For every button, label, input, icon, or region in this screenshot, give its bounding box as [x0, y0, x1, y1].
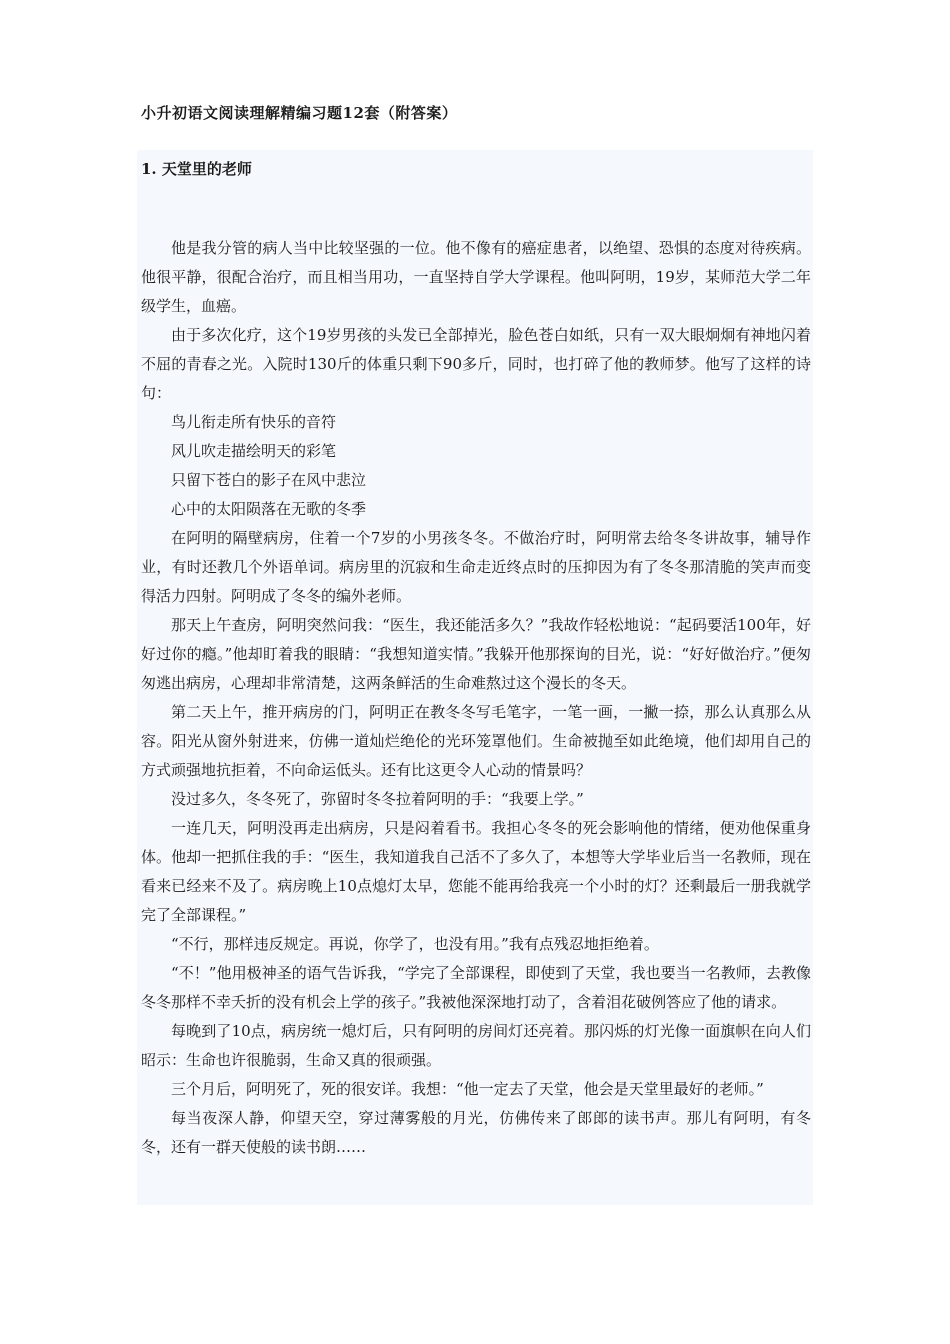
- document-title: 小升初语文阅读理解精编习题12套（附答案）: [141, 104, 458, 122]
- paragraph: 三个月后，阿明死了，死的很安详。我想：“他一定去了天堂，他会是天堂里最好的老师。”: [171, 1080, 764, 1098]
- paragraph: 那天上午查房，阿明突然问我：“医生，我还能活多久？”我故作轻松地说：“起码要活100年，好好过你的瘾。”他却盯着我的眼睛：“我想知道实情。”我躲开他那探询的目光，说：“好好做治疗。”便匆匆逃出病房，心理却非常清楚，这两条鲜活的生命难熬过这个漫长的冬天。: [141, 616, 811, 692]
- paragraph: 每晚到了10点，病房统一熄灯后，只有阿明的房间灯还亮着。那闪烁的灯光像一面旗帜在向人们昭示：生命也许很脆弱，生命又真的很顽强。: [141, 1022, 811, 1069]
- article-panel: [137, 150, 813, 1205]
- poem-line: 心中的太阳陨落在无歌的冬季: [171, 500, 367, 518]
- article-title: 1. 天堂里的老师: [141, 160, 252, 178]
- poem-line: 只留下苍白的影子在风中悲泣: [171, 471, 367, 489]
- paragraph: 一连几天，阿明没再走出病房，只是闷着看书。我担心冬冬的死会影响他的情绪，便劝他保重身体。他却一把抓住我的手：“医生，我知道我自己活不了多久了，本想等大学毕业后当一名教师，现在看来已经来不及了。病房晚上10点熄灯太早，您能不能再给我亮一个小时的灯？还剩最后一册我就学完了全部课程。”: [141, 819, 811, 924]
- paragraph: 由于多次化疗，这个19岁男孩的头发已全部掉光，脸色苍白如纸，只有一双大眼炯炯有神地闪着不屈的青春之光。入院时130斤的体重只剩下90多斤，同时，也打碎了他的教师梦。他写了这样的诗句：: [141, 326, 811, 402]
- paragraph: “不行，那样违反规定。再说，你学了，也没有用。”我有点残忍地拒绝着。: [171, 935, 659, 953]
- paragraph: 每当夜深人静，仰望天空，穿过薄雾般的月光，仿佛传来了郎郎的读书声。那儿有阿明，有冬冬，还有一群天使般的读书朗……: [141, 1109, 811, 1156]
- poem-line: 风儿吹走描绘明天的彩笔: [171, 442, 337, 460]
- paragraph: 在阿明的隔壁病房，住着一个7岁的小男孩冬冬。不做治疗时，阿明常去给冬冬讲故事，辅导作业，有时还教几个外语单词。病房里的沉寂和生命走近终点时的压抑因为有了冬冬那清脆的笑声而变得活力四射。阿明成了冬冬的编外老师。: [141, 529, 811, 605]
- paragraph: 他是我分管的病人当中比较坚强的一位。他不像有的癌症患者，以绝望、恐惧的态度对待疾病。他很平静，很配合治疗，而且相当用功，一直坚持自学大学课程。他叫阿明，19岁，某师范大学二年级学生，血癌。: [141, 239, 811, 315]
- article-body: [141, 234, 811, 1162]
- paragraph: 第二天上午，推开病房的门，阿明正在教冬冬写毛笔字，一笔一画，一撇一捺，那么认真那么从容。阳光从窗外射进来，仿佛一道灿烂绝伦的光环笼罩他们。生命被抛至如此绝境，他们却用自己的方式顽强地抗拒着，不向命运低头。还有比这更令人心动的情景吗？: [141, 703, 811, 779]
- paragraph: “不！”他用极神圣的语气告诉我，“学完了全部课程，即使到了天堂，我也要当一名教师，去教像冬冬那样不幸夭折的没有机会上学的孩子。”我被他深深地打动了，含着泪花破例答应了他的请求。: [141, 964, 811, 1011]
- poem-line: 鸟儿衔走所有快乐的音符: [171, 413, 337, 431]
- paragraph: 没过多久，冬冬死了，弥留时冬冬拉着阿明的手：“我要上学。”: [171, 790, 584, 808]
